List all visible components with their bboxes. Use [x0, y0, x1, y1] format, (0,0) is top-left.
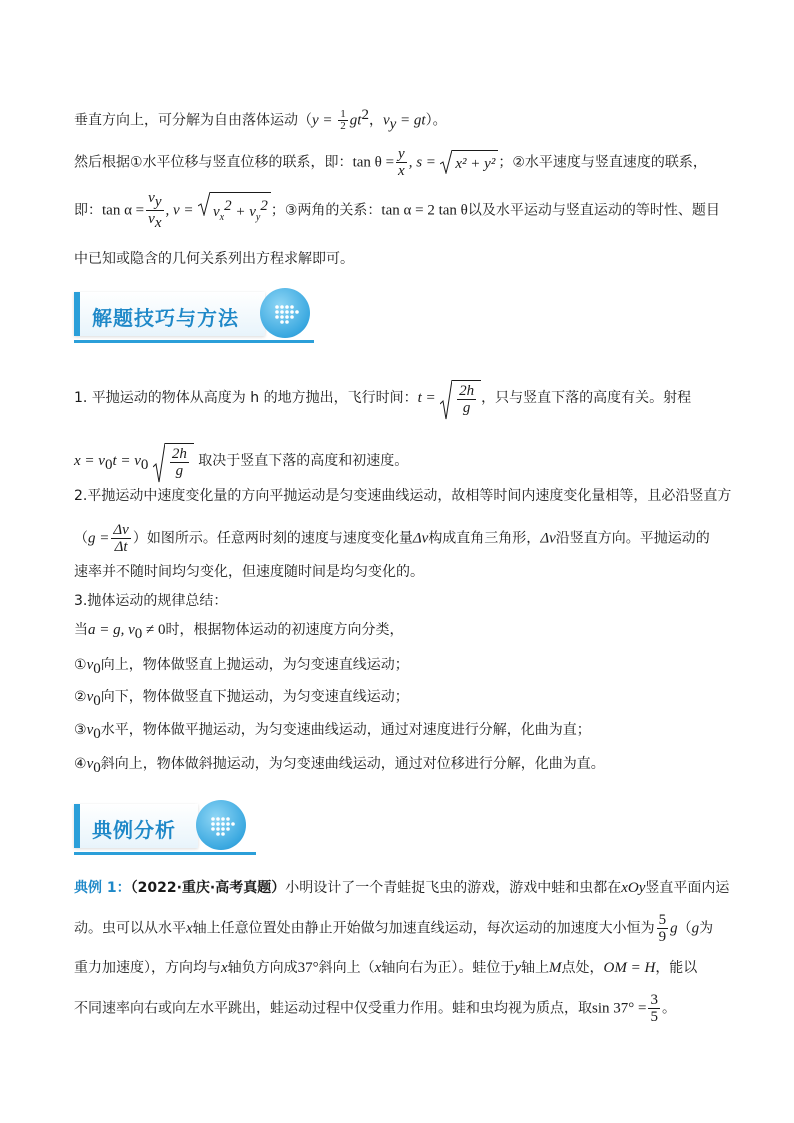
fraction: [338, 109, 348, 132]
text: 竖直平面内运: [645, 880, 730, 896]
symbol: v: [212, 203, 220, 220]
subscript: 0: [134, 625, 143, 642]
formula: y: [514, 960, 522, 976]
formula: Δv: [412, 530, 429, 547]
symbol: v: [148, 190, 155, 206]
text: 轴负方向成: [227, 960, 298, 976]
fraction: [457, 383, 476, 416]
text: 1. 平抛运动的物体从高度为 h 的地方抛出，飞行时间：: [74, 390, 418, 406]
text: 小明设计了一个青蛙捉飞虫的游戏，游戏中蛙和虫都在: [285, 880, 622, 896]
numerator: y: [398, 146, 405, 162]
formula: , s =: [408, 154, 436, 171]
subscript: 0: [140, 456, 149, 473]
item-marker: ④: [74, 756, 87, 772]
denominator: 9: [658, 929, 667, 945]
numerator: 3: [650, 992, 658, 1008]
technique-line-7: [74, 619, 730, 645]
formula: v: [86, 657, 94, 673]
technique-line-2: [74, 443, 730, 479]
radicand: $v_x^2 + v_y^2$: [210, 192, 271, 229]
technique-line-5: [74, 561, 730, 583]
text: 即：: [74, 202, 102, 219]
sqrt: [198, 192, 271, 229]
denominator: g: [457, 399, 476, 416]
formula: OM = H: [603, 960, 656, 976]
text: ；③两角的关系：: [270, 202, 382, 219]
text: 3.抛体运动的规律总结：: [74, 593, 228, 609]
radicand: [452, 380, 481, 416]
dots-badge-icon: [196, 800, 246, 850]
text: 轴上: [521, 960, 550, 976]
text: 向下，物体做竖直下抛运动，为匀变速直线运动；: [100, 689, 409, 705]
fraction: [146, 190, 163, 231]
heading-title: 典例分析: [92, 818, 176, 842]
paragraph-line-3: [74, 190, 730, 231]
text: 中已知或隐含的几何关系列出方程求解即可。: [74, 251, 354, 267]
text: ）。: [425, 112, 447, 129]
section-heading-examples: [74, 800, 274, 854]
radicand: [165, 443, 194, 479]
technique-line-1: [74, 380, 730, 416]
radical-sign-icon: [440, 380, 452, 420]
text: 速率并不随时间均匀变化，但速度随时间是均匀变化的。: [74, 564, 424, 580]
heading-title: 解题技巧与方法: [92, 306, 239, 330]
sqrt: [440, 380, 481, 416]
fraction: [111, 522, 130, 555]
technique-line-4: [74, 522, 730, 555]
superscript: 2: [361, 107, 369, 123]
formula: x: [374, 960, 382, 976]
fraction: [170, 446, 189, 479]
formula: xOy: [621, 880, 646, 896]
formula: v: [382, 112, 390, 129]
text: 构成直角三角形，: [428, 530, 541, 547]
text: 向上，物体做竖直上抛运动，为匀变速直线运动；: [100, 657, 409, 673]
fraction: [648, 992, 660, 1025]
dots-badge-icon: [260, 288, 310, 338]
formula: gt: [349, 112, 362, 129]
radicand: x² + y²: [452, 150, 498, 175]
denominator: g: [170, 462, 189, 479]
text: 点处，: [561, 960, 604, 976]
subscript: y: [389, 116, 397, 133]
fraction: [657, 912, 669, 945]
formula: t = v: [112, 453, 141, 469]
formula: sin 37° =: [592, 1000, 647, 1017]
text: 以及水平运动与竖直运动的等时性、题目: [467, 202, 720, 219]
list-item: [74, 719, 730, 745]
denominator: 5: [650, 1009, 658, 1025]
text: 轴向右为正）。蛙位于: [381, 960, 515, 976]
formula: v: [86, 756, 94, 772]
subscript: 0: [93, 759, 101, 776]
text: （: [677, 920, 692, 937]
radical-sign-icon: [440, 150, 452, 174]
text: 时，根据物体运动的初速度方向分类，: [165, 622, 404, 638]
sqrt: [440, 150, 498, 175]
radical-sign-icon: [198, 192, 210, 216]
formula: g =: [88, 530, 110, 547]
list-item: [74, 654, 730, 680]
formula: x: [186, 920, 193, 937]
formula: g: [670, 920, 678, 937]
dot-grid-icon: [196, 800, 246, 850]
formula: tan α =: [102, 202, 145, 219]
text: ，能以: [655, 960, 698, 976]
formula: 37°: [297, 960, 319, 976]
subscript: 0: [104, 456, 113, 473]
formula: ≠ 0: [142, 622, 166, 638]
subscript: x: [154, 214, 162, 231]
formula: a = g, v: [88, 622, 135, 638]
numerator: [146, 190, 163, 210]
heading-underline: [74, 340, 314, 343]
formula: y =: [312, 112, 337, 129]
text: 然后根据①水平位移与竖直位移的联系，即：: [74, 154, 353, 171]
subscript: 0: [93, 660, 101, 677]
heading-underline: [74, 852, 256, 855]
text: 斜向上（: [318, 960, 375, 976]
example-line-3: [74, 957, 730, 979]
formula: v: [86, 722, 94, 738]
list-item: [74, 753, 730, 779]
formula: g: [691, 920, 700, 937]
subscript: y: [154, 193, 162, 210]
subscript: 0: [93, 725, 101, 742]
text: ，: [368, 112, 383, 129]
formula: tan θ =: [352, 154, 395, 171]
dot-grid-icon: [260, 288, 310, 338]
numerator: Δv: [113, 522, 129, 538]
example-line-1: [74, 877, 730, 899]
paragraph-line-1: [74, 104, 730, 135]
symbol: v: [148, 210, 155, 227]
text: 重力加速度），方向均与: [74, 960, 221, 976]
formula: M: [549, 960, 562, 976]
text: ，只与竖直下落的高度有关。射程: [481, 390, 692, 406]
text: 水平，物体做平抛运动，为匀变速曲线运动，通过对速度进行分解，化曲为直；: [100, 722, 591, 738]
paragraph-line-2: [74, 146, 730, 179]
text: 沿竖直方向。平抛运动的: [555, 530, 710, 547]
formula: Δv: [540, 530, 556, 547]
formula: , v =: [165, 202, 194, 219]
text: 为: [699, 920, 714, 937]
subscript: 0: [93, 692, 101, 709]
numerator: 2h: [459, 383, 475, 399]
technique-line-3: [74, 485, 730, 507]
text: 动。虫可以从水平: [74, 920, 186, 937]
item-marker: ①: [74, 657, 87, 673]
formula: tan α = 2 tan θ: [381, 202, 468, 219]
sqrt: [153, 443, 194, 479]
text: 斜向上，物体做斜抛运动，为匀变速曲线运动，通过对位移进行分解，化曲为直。: [100, 756, 605, 772]
section-heading-techniques: [74, 288, 334, 342]
text: ；②水平速度与竖直速度的联系，: [498, 154, 707, 171]
text: ）如图所示。任意两时刻的速度与速度变化量: [132, 530, 413, 547]
text: 轴上任意位置处由静止开始做匀加速直线运动，每次运动的加速度大小恒为: [192, 920, 655, 937]
text: 取决于竖直下落的高度和初速度。: [198, 453, 409, 469]
fraction: [396, 146, 407, 179]
paragraph-line-4: [74, 248, 730, 270]
example-source: （2022·重庆·高考真题）: [130, 880, 286, 896]
example-label: 典例 1：: [74, 880, 131, 896]
denominator: [146, 210, 163, 231]
formula: = gt: [396, 112, 426, 129]
formula: x: [221, 960, 228, 976]
denominator: x: [398, 163, 405, 179]
text: （: [74, 530, 88, 547]
denominator: Δt: [111, 538, 130, 555]
text: 2.平抛运动中速度变化量的方向平抛运动是匀变速曲线运动，故相等时间内速度变化量相等，且必沿竖直方: [74, 488, 732, 504]
formula: x = v: [74, 453, 105, 469]
numerator: 5: [658, 912, 667, 928]
list-item: [74, 686, 730, 712]
text: 当: [74, 622, 88, 638]
item-marker: ②: [74, 689, 87, 705]
formula: v: [86, 689, 94, 705]
text: 不同速率向右或向左水平跳出，蛙运动过程中仅受重力作用。蛙和虫均视为质点，取: [74, 1000, 592, 1017]
example-line-4: [74, 992, 730, 1025]
numerator: 1: [340, 108, 346, 121]
denominator: 2: [340, 120, 346, 133]
item-marker: ③: [74, 722, 87, 738]
numerator: 2h: [171, 446, 187, 462]
technique-line-6: [74, 590, 730, 612]
example-line-2: [74, 912, 730, 945]
radical-sign-icon: [153, 443, 165, 483]
text: 。: [661, 1000, 676, 1017]
formula: t =: [417, 390, 436, 406]
text: 垂直方向上，可分解为自由落体运动（: [74, 112, 312, 129]
